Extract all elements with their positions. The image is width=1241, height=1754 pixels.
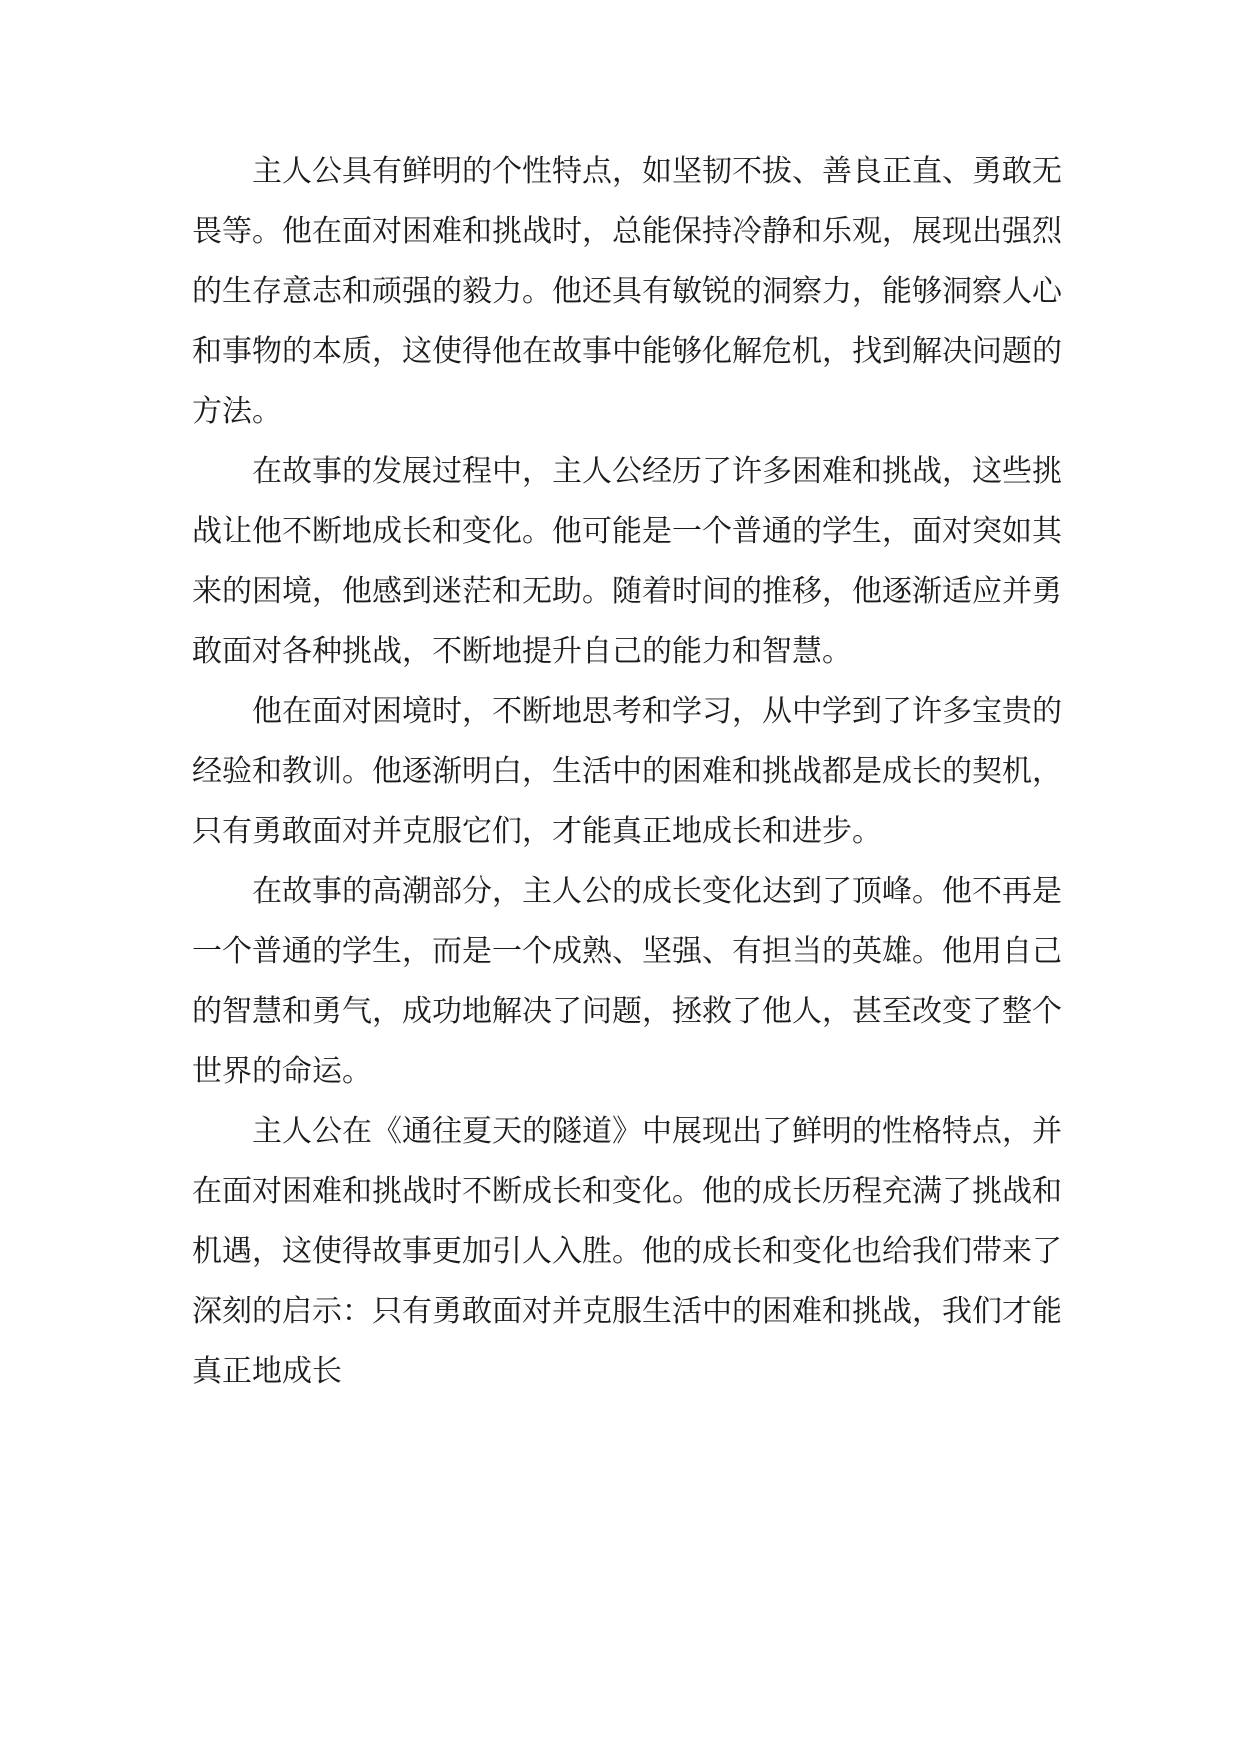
paragraph: 在故事的高潮部分，主人公的成长变化达到了顶峰。他不再是一个普通的学生，而是一个成熟、坚强、有担当的英雄。他用自己的智慧和勇气，成功地解决了问题，拯救了他人，甚至改变了整个世界的命运。 — [192, 874, 1062, 1089]
paragraph: 主人公具有鲜明的个性特点，如坚韧不拔、善良正直、勇敢无畏等。他在面对困难和挑战时，总能保持冷静和乐观，展现出强烈的生存意志和顽强的毅力。他还具有敏锐的洞察力，能够洞察人心和事物的本质，这使得他在故事中能够化解危机，找到解决问题的方法。 — [192, 154, 1062, 429]
paragraph: 主人公在《通往夏天的隧道》中展现出了鲜明的性格特点，并在面对困难和挑战时不断成长和变化。他的成长历程充满了挑战和机遇，这使得故事更加引人入胜。他的成长和变化也给我们带来了深刻的启示：只有勇敢面对并克服生活中的困难和挑战，我们才能真正地成长 — [192, 1114, 1062, 1389]
document-body — [192, 142, 1062, 1402]
paragraph: 在故事的发展过程中，主人公经历了许多困难和挑战，这些挑战让他不断地成长和变化。他可能是一个普通的学生，面对突如其来的困境，他感到迷茫和无助。随着时间的推移，他逐渐适应并勇敢面对各种挑战，不断地提升自己的能力和智慧。 — [192, 454, 1062, 669]
paragraph: 他在面对困境时，不断地思考和学习，从中学到了许多宝贵的经验和教训。他逐渐明白，生活中的困难和挑战都是成长的契机，只有勇敢面对并克服它们，才能真正地成长和进步。 — [192, 694, 1062, 849]
